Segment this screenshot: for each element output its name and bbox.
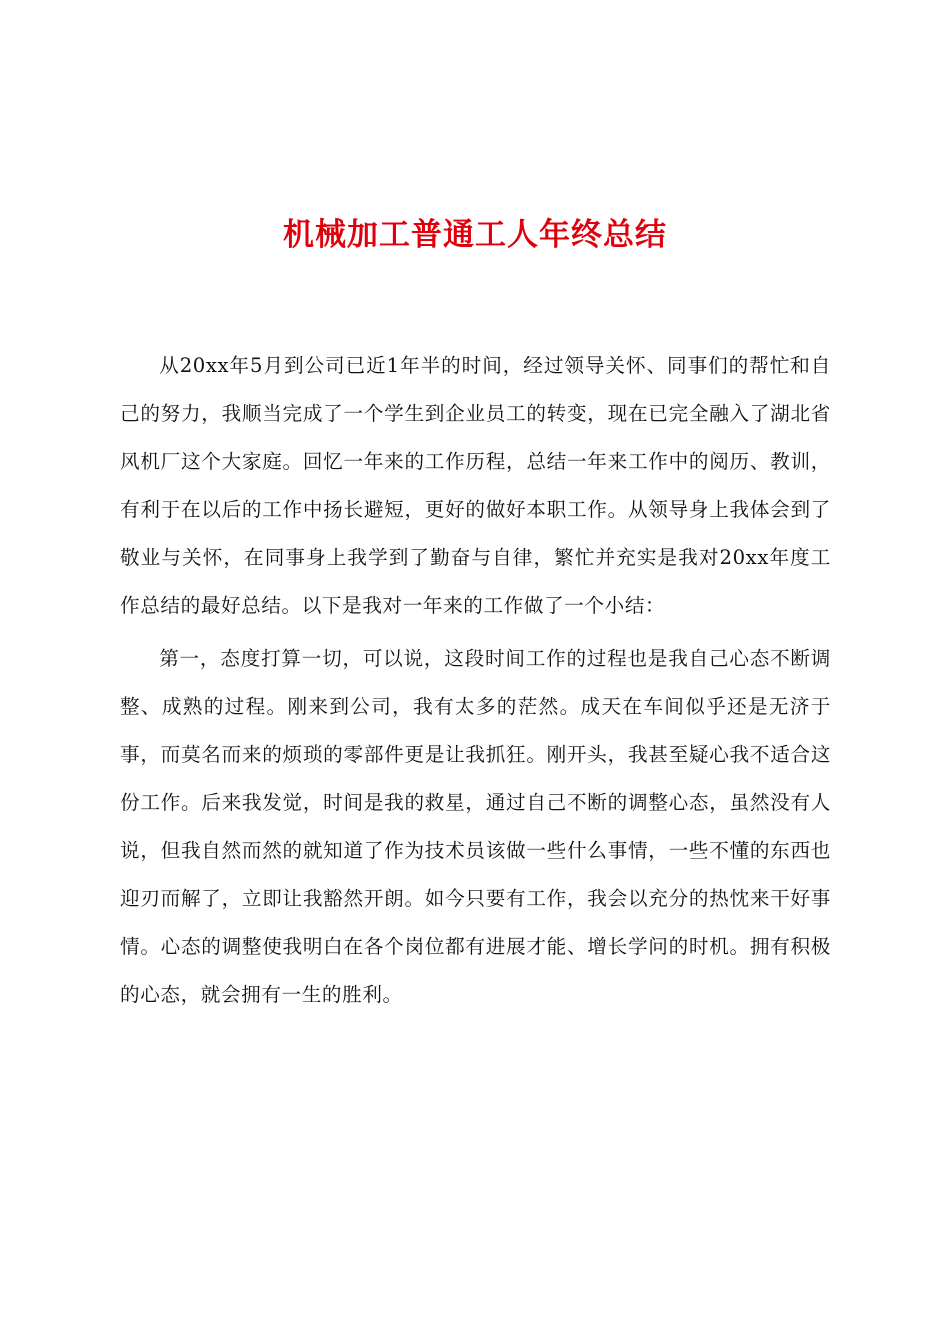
- paragraph-first-point: 第一，态度打算一切，可以说，这段时间工作的过程也是我自己心态不断调整、成熟的过程。刚来到公司，我有太多的茫然。成天在车间似乎还是无济于事，而莫名而来的烦琐的零部件更是让我抓狂。刚开头，我甚至疑心我不适合这份工作。后来我发觉，时间是我的救星，通过自己不断的调整心态，虽然没有人说，但我自然而然的就知道了作为技术员该做一些什么事情，一些不懂的东西也迎刃而解了，立即让我豁然开朗。如今只要有工作，我会以充分的热忱来干好事情。心态的调整使我明白在各个岗位都有进展才能、增长学问的时机。拥有积极的心态，就会拥有一生的胜利。: [120, 647, 831, 1006]
- document-title: 机械加工普通工人年终总结: [283, 217, 667, 253]
- paragraph-intro: 从20xx年5月到公司已近1年半的时间，经过领导关怀、同事们的帮忙和自己的努力，我顺当完成了一个学生到企业员工的转变，现在已完全融入了湖北省风机厂这个大家庭。回忆一年来的工作历程，总结一年来工作中的阅历、教训，有利于在以后的工作中扬长避短，更好的做好本职工作。从领导身上我体会到了敬业与关怀，在同事身上我学到了勤奋与自律，繁忙并充实是我对20xx年度工作总结的最好总结。以下是我对一年来的工作做了一个小结：: [120, 354, 831, 617]
- document-body: [120, 342, 831, 1024]
